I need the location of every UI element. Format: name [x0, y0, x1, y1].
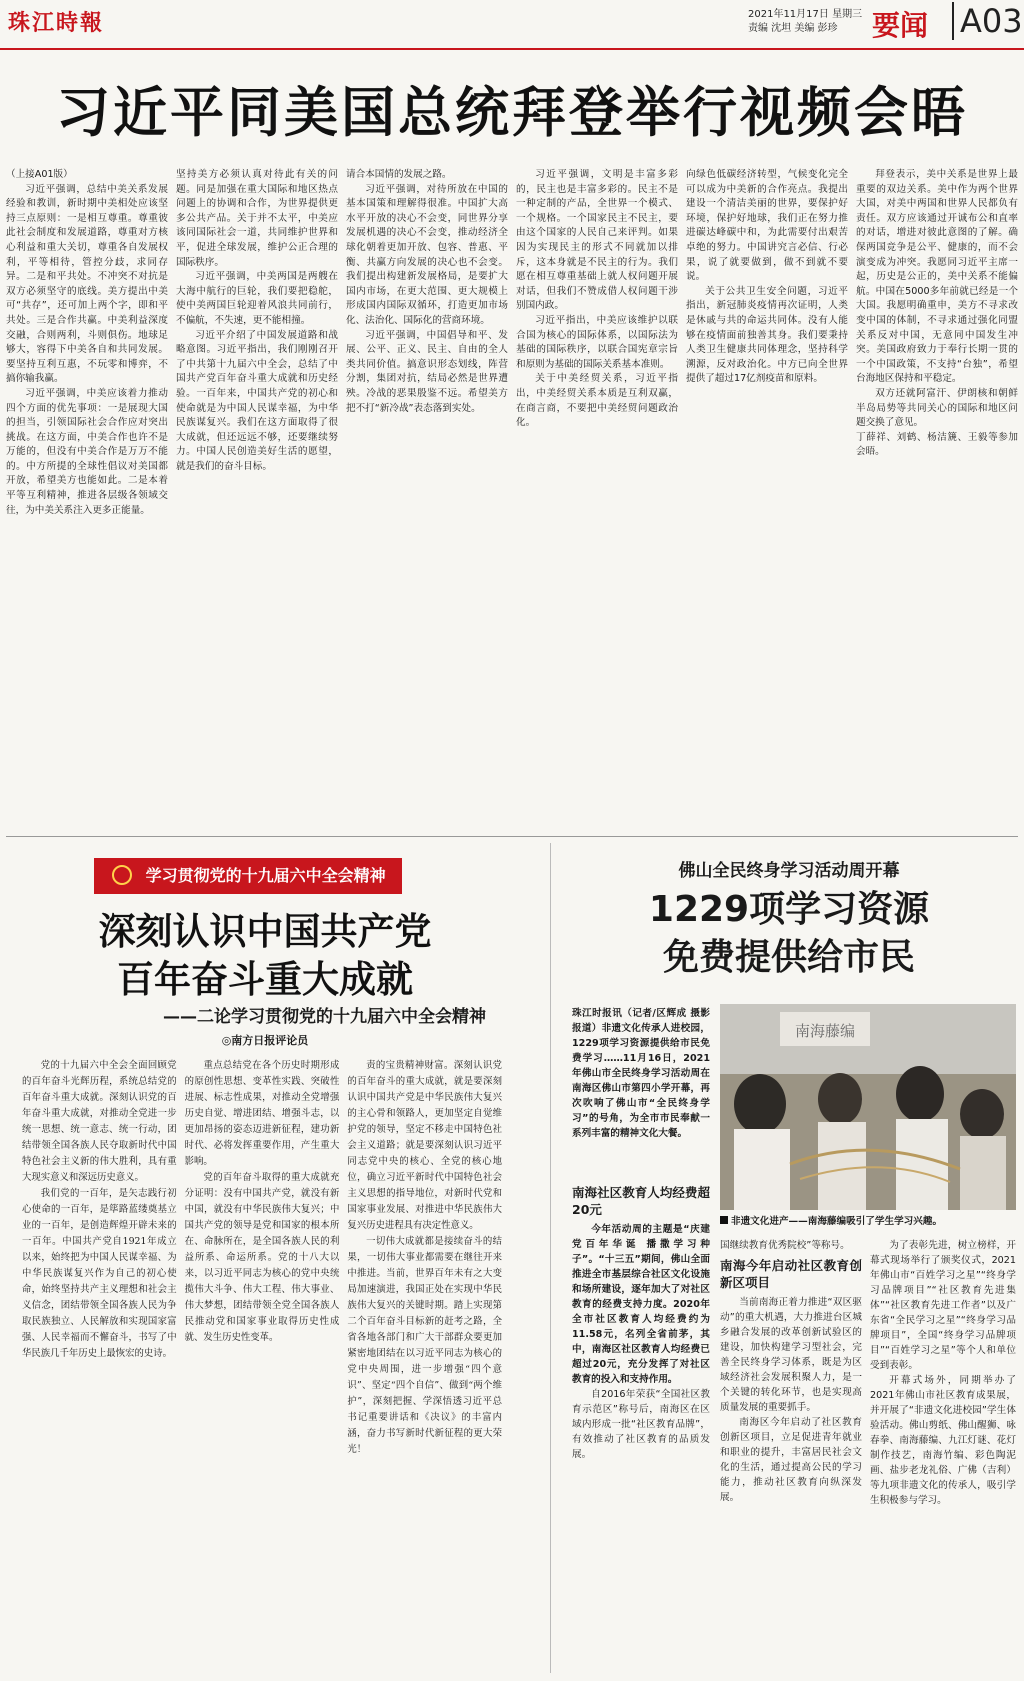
photo-caption-text: 非遗文化进产——南海藤编吸引了学生学习兴趣。: [731, 1216, 943, 1227]
news-photo-illustration: [720, 1004, 1016, 1210]
essay-byline: ◎南方日报评论员: [221, 1034, 309, 1047]
story-paragraph: 拜登表示，美中关系是世界上最重要的双边关系。美中作为两个世界大国，对美中两国和世界人民都负有责任。双方应该通过开诚布公和直率的对话，增进对彼此意图的了解。确保两国竞争是公平、健康的，而不会演变成为冲突。我愿同习近平主席一起，历史是公正的，美中关系不能偏航。中国在5000多年前就已经是一个大国。我愿明确重申，美方不寻求改变中国的体制，不寻求通过强化同盟关系反对中国，无意同中国发生冲突。美国政府致力于奉行长期一贯的一个中国政策，不支持“台独”，希望台海地区保持和平稳定。: [856, 169, 1018, 385]
story-paragraph: 习近平强调，总结中美关系发展经验和教训，新时期中美相处应该坚持三点原则：一是相互尊重。尊重彼此社会制度和发展道路，尊重对方核心利益和重大关切，尊重各自发展权利，平等相待，管控分歧，求同存异。二是和平共处。不冲突不对抗是双方必须坚守的底线。美方提出中美可“共存”，还可加上两个字，即和平共处。三是合作共赢。中美利益深度交融，合则两利，斗则俱伤。地球足够大，容得下中美各自和共同发展。要坚持互利互惠，不玩零和博弈，不搞你输我赢。: [6, 183, 168, 385]
essay-title: [30, 908, 500, 1004]
story-column-1: [6, 168, 168, 833]
essay-paragraph: 党的十九届六中全会全面回顾党的百年奋斗光辉历程，系统总结党的百年奋斗重大成就。深刻认识党的百年奋斗重大成就，对推动全党进一步统一思想、统一意志、统一行动，团结带领全国各族人民夺取新时代中国特色社会主义新的伟大胜利，具有重大现实意义和深远历史意义。: [22, 1060, 177, 1183]
story-paragraph: 习近平指出，中美应该维护以联合国为核心的国际体系，以国际法为基础的国际秩序，以联合国宪章宗旨和原则为基础的国际关系基本准则。: [516, 314, 678, 370]
story-column-3: [346, 168, 508, 833]
photo-sign-text: 南海藤编: [794, 1022, 856, 1040]
editor-credits: 责编 沈坦 美编 彭珍: [748, 23, 838, 34]
caption-marker-icon: [720, 1216, 728, 1224]
article-paragraph: 开幕式场外，同期举办了2021年佛山市社区教育成果展，并开展了“非遗文化进校园”学生体验活动。佛山剪纸、佛山醒狮、咏春拳、南海藤编、九江灯谜、花灯制作技艺，南海竹编、彩色陶泥画、盐步老龙礼俗、广佛（吉利）等九项非遗文化的传承人，吸引学生积极参与学习。: [870, 1375, 1016, 1506]
essay-title-line: 深刻认识中国共产党: [98, 910, 432, 953]
story-column-6: [856, 168, 1018, 833]
page-number: A03: [952, 2, 1023, 40]
story-paragraph: 请合本国情的发展之路。: [346, 169, 452, 180]
story-paragraph: 关于中美经贸关系，习近平指出，中美经贸关系本质是互利双赢，在商言商，不要把中美经贸问题政治化。: [516, 373, 678, 429]
newspaper-logo: 珠江時報: [8, 10, 105, 36]
masthead: [0, 0, 1024, 50]
party-emblem-icon: [112, 865, 132, 885]
story-paragraph: 坚持美方必须认真对待此有关的问题。同是加强在重大国际和地区热点问题上的协调和合作，为世界提供更多公共产品。关于并不太平，中美应该同国际社会一道，共同维护世界和平，促进全球发展，维护公正合理的国际秩序。: [176, 169, 338, 268]
article-title-line: 免费提供给市民: [662, 937, 915, 978]
column-rule: [550, 843, 551, 1673]
story-column-5: [686, 168, 848, 833]
theme-banner: [94, 858, 402, 894]
story-paragraph: 双方还就阿富汗、伊朗核和朝鲜半岛局势等共同关心的国际和地区问题交换了意见。: [856, 387, 1018, 429]
story-signoff: 丁薛祥、刘鹤、杨洁篪、王毅等参加会晤。: [856, 431, 1018, 458]
essay-body: [22, 1058, 502, 1673]
issue-date: 2021年11月17日 星期三: [748, 9, 863, 20]
article-subhead: 南海社区教育人均经费超20元: [572, 1185, 710, 1217]
essay-paragraph: 责的宝贵精神财富。深刻认识党的百年奋斗的重大成就，就是要深刻认识中国共产党是中华民族伟大复兴的主心骨和领路人，更加坚定自觉维护党的领导，坚定不移走中国特色社会主义道路；就是要深刻认识习近平同志党中央的核心、全党的核心地位，确立习近平新时代中国特色社会主义思想的指导地位，对新时代党和国家事业发展、对推进中华民族伟大复兴历史进程具有决定性意义。: [347, 1060, 502, 1231]
story-paragraph: 习近平强调，中美应该着力推动四个方面的优先事项：一是展现大国的担当，引领国际社会合作应对突出挑战。在这方面，中美合作也许不是万能的，但没有中美合作是万万不能的。中方所提的全球性倡议对美国都开放，希望美方也能如此。二是本着平等互利精神，推进各层级各领域交往，为中美关系注入更多正能量。: [6, 387, 168, 516]
essay-paragraph: 一切伟大成就都是接续奋斗的结果，一切伟大事业都需要在继往开来中推进。当前，世界百年未有之大变局加速演进，我国正处在实现中华民族伟大复兴的关键时期。踏上实现第二个百年奋斗目标新的赶考之路，全省各地各部门和广大干部群众要更加紧密地团结在以习近平同志为核心的党中央周围，进一步增强“四个意识”、坚定“四个自信”、做到“两个维护”，深刻把握、学深悟透习近平总书记重要讲话和《决议》的丰富内涵，奋力书写新时代新征程的更大荣光！: [347, 1236, 502, 1455]
essay-paragraph: 我们党的一百年，是矢志践行初心使命的一百年，是筚路蓝缕奠基立业的一百年，是创造辉煌开辟未来的一百年。中国共产党自1921年成立以来，始终把为中国人民谋幸福、为中华民族谋复兴作为自己的初心使命，始终坚持共产主义理想和社会主义信念，团结带领全国各族人民为争取民族独立、人民解放和实现国家富强、人民幸福而不懈奋斗，书写了中华民族几千年历史上最恢宏的史诗。: [22, 1188, 177, 1359]
article-paragraph: 当前南海正着力推进“双区驱动”的重大机遇，大力推进台区城乡融合发展的改革创新试验区的建设，加快构建学习型社会，完善全民终身学习体系，既是为区域经济社会发展积聚人力，是一个关键的转化环节，也是实现高质量发展的重要抓手。: [720, 1297, 862, 1413]
story-paragraph: 习近平强调，对待所放在中国的基本国策和理解得很准。中国扩大高水平开放的决心不会变，同世界分享发展机遇的决心不会变，推动经济全球化朝着更加开放、包容、普惠、平衡、共赢方向发展的决心也不会变。我们提出构建新发展格局，是要扩大国内市场，在更大范围、更大规模上形成国内国际双循环，打造更加市场化、法治化、国际化的营商环境。: [346, 183, 508, 326]
article-column-1: [572, 1180, 710, 1672]
essay-column-2: [185, 1058, 340, 1673]
article-kicker: 佛山全民终身学习活动周开幕: [678, 861, 900, 881]
story-paragraph: 向绿色低碳经济转型，气候变化完全可以成为中美新的合作亮点。我提出建设一个清洁美丽的世界，要保护好环境，保护好地球，我们正在努力推进碳达峰碳中和，为此需要付出艰苦卓绝的努力。中国讲究言必信、行必果，说了就要做到，做不到就不要说。: [686, 169, 848, 283]
article-paragraph: 南海区今年启动了社区教育创新区项目，立足促进青年就业和职业的提升，丰富居民社会文化的生活，通过提高公民的学习能力，推动社区教育向纵深发展。: [720, 1417, 862, 1503]
story-column-2: [176, 168, 338, 833]
banner-label: 学习贯彻党的十九届六中全会精神: [145, 866, 386, 885]
story-paragraph: 习近平强调，中美两国是两艘在大海中航行的巨轮，我们要把稳舵，使中美两国巨轮迎着风浪共同前行，不偏航，不失速，更不能相撞。: [176, 271, 338, 326]
essay-column-1: [22, 1058, 177, 1673]
essay-paragraph: 党的百年奋斗取得的重大成就充分证明：没有中国共产党，就没有新中国，就没有中华民族伟大复兴；中国共产党的领导是党和国家的根本所在、命脉所在，是全国各族人民的利益所系、命运所系。党的十八大以来，以习近平同志为核心的党中央统揽伟大斗争、伟大工程、伟大事业、伟大梦想，团结带领全党全国各族人民推动党和国家事业取得历史性成就、发生历史性变革。: [184, 1172, 340, 1343]
article-column-2: [720, 1238, 862, 1672]
article-paragraph-tail: 国继续教育优秀院校”等称号。: [720, 1240, 850, 1251]
essay-paragraph: 重点总结党在各个历史时期形成的原创性思想、变革性实践、突破性进展、标志性成果，对推动全党增强历史自觉、增进团结、增强斗志，以更加昂扬的姿态迈进新征程，建功新时代、必将发挥重要作用，产生重大影响。: [184, 1060, 340, 1167]
continuation-note: （上接A01版）: [6, 169, 73, 180]
article-subhead: 南海今年启动社区教育创新区项目: [720, 1258, 862, 1290]
section-divider: [6, 836, 1018, 837]
article-column-3: [870, 1238, 1016, 1672]
photo-caption: [720, 1213, 1016, 1227]
article-paragraph: 自2016年荣获“全国社区教育示范区”称号后，南海区在区域内形成一批“社区教育品牌”，有效推动了社区教育的品质发展。: [572, 1389, 710, 1460]
main-headline: 习近平同美国总统拜登举行视频会晤: [56, 81, 968, 144]
article-paragraph: 为了表彰先进，树立榜样，开幕式现场举行了颁奖仪式，2021年佛山市“百姓学习之星”“终身学习品牌项目”“社区教育先进集体”“社区教育先进工作者”以及广东省“全民学习之星”“终身学习品牌项目”，全国“终身学习品牌项目”“百姓学习之星”等个人和单位受到表彰。: [870, 1240, 1016, 1371]
section-name: 要闻: [872, 9, 929, 42]
story-column-4: [516, 168, 678, 833]
story-paragraph: 习近平强调，文明是丰富多彩的，民主也是丰富多彩的。民主不是一种定制的产品，全世界一个模式、一个规格。一个国家民主不民主，要由这个国家的人民自己来评判。如果因为实现民主的形式不同就加以排斥，这本身就是不民主的行为。我们愿在相互尊重基础上就人权问题开展对话，但我们不赞成借人权问题干涉别国内政。: [516, 169, 678, 312]
dateline: [748, 8, 862, 36]
article-lead: 珠江时报讯（记者/区辉成 摄影报道）非遗文化传承人进校园，1229项学习资源提供给市民免费学习……11月16日，2021年佛山市全民终身学习活动周在南海区佛山市第四小学开幕，再次吹响了佛山市“全民终身学习”的号角，为全市市民奉献一系列丰富的精神文化大餐。: [572, 1008, 710, 1139]
essay-subtitle: ——二论学习贯彻党的十九届六中全会精神: [163, 1007, 486, 1027]
article-paragraph: 今年活动周的主题是“庆建党百年华诞 播撒学习种子”。“十三五”期间，佛山全面推进全市基层综合社区文化设施和场所建设，逐年加大了对社区教育的经费支持力度。2020年全市社区教育人均经费约为11.58元，名列全省前茅，其中，南海区社区教育人均经费已超过20元，充分发挥了对社区教育的投入和支持作用。: [572, 1224, 710, 1385]
essay-column-3: [347, 1058, 502, 1673]
news-photo: [720, 1004, 1016, 1210]
article-title-line: 1229项学习资源: [648, 889, 930, 930]
article-title: [560, 886, 1018, 982]
story-paragraph: 关于公共卫生安全问题，习近平指出，新冠肺炎疫情再次证明，人类是休戚与共的命运共同体。没有人能够在疫情面前独善其身。我们要秉持人类卫生健康共同体理念，坚持科学溯源，反对政治化。中方已向全世界提供了超过17亿剂疫苗和原料。: [686, 285, 848, 385]
story-paragraph: 习近平强调，中国倡导和平、发展、公平、正义、民主、自由的全人类共同价值。搞意识形态划线，阵营分割，集团对抗，结局必然是世界遭殃。冷战的恶果殷鉴不远。希望美方把不打“新冷战”表态落到实处。: [346, 329, 508, 414]
story-paragraph: 习近平介绍了中国发展道路和战略意图。习近平指出，我们刚刚召开了中共第十九届六中全会，总结了中国共产党百年奋斗重大成就和历史经验。一百年来，中国共产党的初心和使命就是为中国人民谋幸福，为中华民族谋复兴。我们在这方面取得了很大成就，但还远远不够，还要继续努力。中国人民创造美好生活的愿望，就是我们的奋斗目标。: [176, 329, 338, 472]
essay-title-line: 百年奋斗重大成就: [117, 958, 413, 1001]
top-story-body: [6, 168, 1018, 833]
